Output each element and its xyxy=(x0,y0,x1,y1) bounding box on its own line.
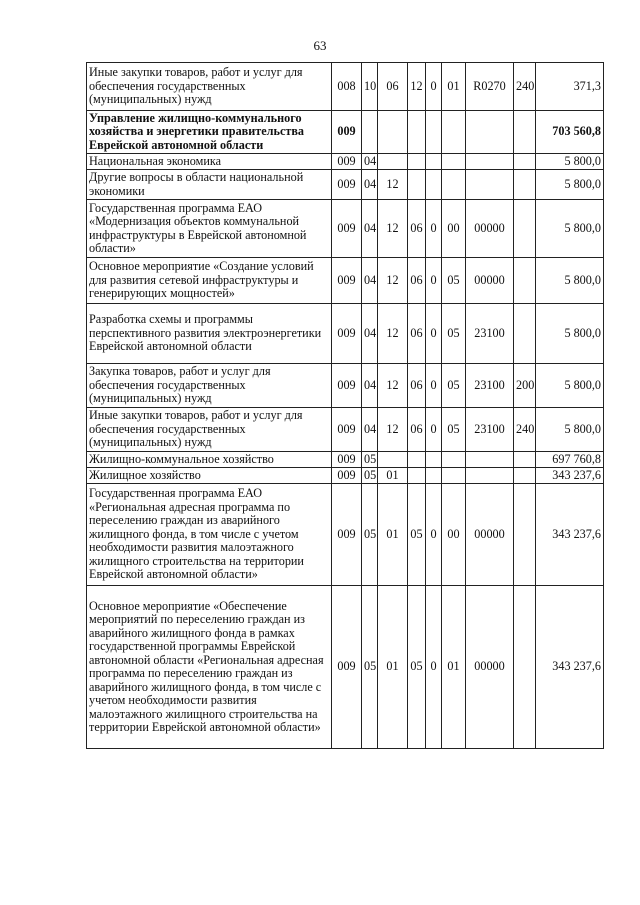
row-subprogram-code: 0 xyxy=(426,408,442,452)
row-section-code: 04 xyxy=(362,364,378,408)
row-direction-code: 23100 xyxy=(466,408,514,452)
row-subsection-code: 01 xyxy=(378,468,408,484)
row-ministry-code: 009 xyxy=(332,408,362,452)
row-name: Государственная программа ЕАО «Региональная адресная программа по переселению граждан из аварийного жилищного фонда, в том числе с учетом необходимости развития малоэтажного жилищного строительства на территории Еврейской автономной области» xyxy=(87,484,332,586)
row-ministry-code: 009 xyxy=(332,364,362,408)
row-subsection-code xyxy=(378,452,408,468)
row-ministry-code: 009 xyxy=(332,154,362,170)
row-subprogram-code: 0 xyxy=(426,364,442,408)
row-name: Основное мероприятие «Обеспечение мероприятий по переселению граждан из аварийного жилищного фонда в рамках государственной программы Еврейской автономной области «Региональная адресная программа по переселению граждан из аварийного жилищного фонда, в том числе с учетом необходимости развития малоэтажного жилищного строительства на территории Еврейской автономной области» xyxy=(87,586,332,749)
row-name: Другие вопросы в области национальной экономики xyxy=(87,170,332,200)
row-subsection-code: 06 xyxy=(378,63,408,111)
row-direction-code: R0270 xyxy=(466,63,514,111)
row-amount: 5 800,0 xyxy=(536,304,604,364)
row-ministry-code: 009 xyxy=(332,484,362,586)
budget-rows xyxy=(87,63,604,749)
row-subprogram-code xyxy=(426,111,442,154)
row-ministry-code: 008 xyxy=(332,63,362,111)
row-subprogram-code xyxy=(426,452,442,468)
row-event-code xyxy=(442,111,466,154)
row-direction-code xyxy=(466,452,514,468)
row-expense-type xyxy=(514,154,536,170)
row-name: Иные закупки товаров, работ и услуг для обеспечения государственных (муниципальных) нужд xyxy=(87,408,332,452)
row-section-code: 04 xyxy=(362,154,378,170)
row-direction-code xyxy=(466,468,514,484)
row-ministry-code: 009 xyxy=(332,258,362,304)
row-ministry-code: 009 xyxy=(332,170,362,200)
row-expense-type xyxy=(514,452,536,468)
row-subsection-code: 12 xyxy=(378,304,408,364)
row-section-code: 05 xyxy=(362,586,378,749)
row-amount: 371,3 xyxy=(536,63,604,111)
row-subsection-code: 12 xyxy=(378,200,408,258)
table-row xyxy=(87,63,604,111)
row-amount: 5 800,0 xyxy=(536,258,604,304)
row-direction-code: 00000 xyxy=(466,258,514,304)
row-expense-type xyxy=(514,468,536,484)
row-section-code: 05 xyxy=(362,452,378,468)
row-amount: 343 237,6 xyxy=(536,484,604,586)
row-event-code xyxy=(442,452,466,468)
row-program-code: 05 xyxy=(408,484,426,586)
row-ministry-code: 009 xyxy=(332,468,362,484)
row-expense-type xyxy=(514,304,536,364)
row-section-code: 10 xyxy=(362,63,378,111)
row-name: Жилищное хозяйство xyxy=(87,468,332,484)
row-program-code: 06 xyxy=(408,304,426,364)
row-direction-code xyxy=(466,111,514,154)
row-section-code: 04 xyxy=(362,170,378,200)
row-program-code: 06 xyxy=(408,364,426,408)
row-event-code: 00 xyxy=(442,200,466,258)
row-event-code xyxy=(442,468,466,484)
row-section-code xyxy=(362,111,378,154)
row-event-code: 05 xyxy=(442,408,466,452)
row-amount: 5 800,0 xyxy=(536,408,604,452)
row-expense-type: 200 xyxy=(514,364,536,408)
row-event-code: 05 xyxy=(442,304,466,364)
row-event-code: 01 xyxy=(442,586,466,749)
row-direction-code: 00000 xyxy=(466,484,514,586)
row-subsection-code: 12 xyxy=(378,258,408,304)
row-program-code xyxy=(408,154,426,170)
page-number: 63 xyxy=(313,38,327,53)
row-program-code xyxy=(408,170,426,200)
row-ministry-code: 009 xyxy=(332,111,362,154)
table-row xyxy=(87,364,604,408)
row-direction-code: 23100 xyxy=(466,364,514,408)
row-subsection-code: 12 xyxy=(378,364,408,408)
row-program-code xyxy=(408,452,426,468)
row-ministry-code: 009 xyxy=(332,304,362,364)
table-row xyxy=(87,452,604,468)
row-direction-code xyxy=(466,170,514,200)
row-program-code: 12 xyxy=(408,63,426,111)
row-program-code xyxy=(408,468,426,484)
row-subprogram-code xyxy=(426,154,442,170)
row-event-code: 00 xyxy=(442,484,466,586)
row-amount: 5 800,0 xyxy=(536,154,604,170)
row-subsection-code xyxy=(378,154,408,170)
row-program-code xyxy=(408,111,426,154)
row-program-code: 06 xyxy=(408,200,426,258)
row-subprogram-code: 0 xyxy=(426,586,442,749)
row-ministry-code: 009 xyxy=(332,586,362,749)
row-direction-code: 23100 xyxy=(466,304,514,364)
table-row xyxy=(87,304,604,364)
row-amount: 5 800,0 xyxy=(536,170,604,200)
budget-table xyxy=(86,62,604,749)
row-subsection-code xyxy=(378,111,408,154)
row-subprogram-code xyxy=(426,170,442,200)
row-subsection-code: 01 xyxy=(378,586,408,749)
row-name: Управление жилищно-коммунального хозяйства и энергетики правительства Еврейской автономной области xyxy=(87,111,332,154)
table-row xyxy=(87,586,604,749)
row-event-code xyxy=(442,170,466,200)
row-name: Закупка товаров, работ и услуг для обеспечения государственных (муниципальных) нужд xyxy=(87,364,332,408)
row-ministry-code: 009 xyxy=(332,452,362,468)
table-row xyxy=(87,484,604,586)
row-section-code: 04 xyxy=(362,200,378,258)
row-amount: 5 800,0 xyxy=(536,200,604,258)
row-subprogram-code: 0 xyxy=(426,200,442,258)
row-expense-type xyxy=(514,586,536,749)
row-subprogram-code: 0 xyxy=(426,304,442,364)
row-subsection-code: 12 xyxy=(378,170,408,200)
row-name: Иные закупки товаров, работ и услуг для обеспечения государственных (муниципальных) нужд xyxy=(87,63,332,111)
table-row xyxy=(87,408,604,452)
row-program-code: 06 xyxy=(408,408,426,452)
table-row xyxy=(87,258,604,304)
row-event-code: 05 xyxy=(442,258,466,304)
row-subsection-code: 01 xyxy=(378,484,408,586)
row-amount: 343 237,6 xyxy=(536,586,604,749)
row-expense-type xyxy=(514,170,536,200)
row-section-code: 04 xyxy=(362,258,378,304)
row-event-code: 01 xyxy=(442,63,466,111)
row-amount: 5 800,0 xyxy=(536,364,604,408)
table-row xyxy=(87,154,604,170)
row-amount: 697 760,8 xyxy=(536,452,604,468)
table-row xyxy=(87,468,604,484)
row-event-code xyxy=(442,154,466,170)
row-section-code: 04 xyxy=(362,408,378,452)
row-event-code: 05 xyxy=(442,364,466,408)
table-row xyxy=(87,170,604,200)
row-direction-code: 00000 xyxy=(466,586,514,749)
row-section-code: 05 xyxy=(362,484,378,586)
row-subsection-code: 12 xyxy=(378,408,408,452)
row-program-code: 05 xyxy=(408,586,426,749)
table-row xyxy=(87,111,604,154)
row-name: Жилищно-коммунальное хозяйство xyxy=(87,452,332,468)
row-subprogram-code: 0 xyxy=(426,484,442,586)
row-expense-type xyxy=(514,484,536,586)
row-name: Разработка схемы и программы перспективного развития электроэнергетики Еврейской автономной области xyxy=(87,304,332,364)
row-direction-code: 00000 xyxy=(466,200,514,258)
row-section-code: 05 xyxy=(362,468,378,484)
row-direction-code xyxy=(466,154,514,170)
row-expense-type xyxy=(514,200,536,258)
row-amount: 703 560,8 xyxy=(536,111,604,154)
row-section-code: 04 xyxy=(362,304,378,364)
row-name: Государственная программа ЕАО «Модернизация объектов коммунальной инфраструктуры в Еврейской автономной области» xyxy=(87,200,332,258)
row-expense-type xyxy=(514,258,536,304)
row-expense-type: 240 xyxy=(514,63,536,111)
row-name: Основное мероприятие «Создание условий для развития сетевой инфраструктуры и генерирующих мощностей» xyxy=(87,258,332,304)
row-name: Национальная экономика xyxy=(87,154,332,170)
row-program-code: 06 xyxy=(408,258,426,304)
row-subprogram-code xyxy=(426,468,442,484)
row-expense-type: 240 xyxy=(514,408,536,452)
row-subprogram-code: 0 xyxy=(426,258,442,304)
row-ministry-code: 009 xyxy=(332,200,362,258)
table-row xyxy=(87,200,604,258)
row-subprogram-code: 0 xyxy=(426,63,442,111)
row-amount: 343 237,6 xyxy=(536,468,604,484)
row-expense-type xyxy=(514,111,536,154)
